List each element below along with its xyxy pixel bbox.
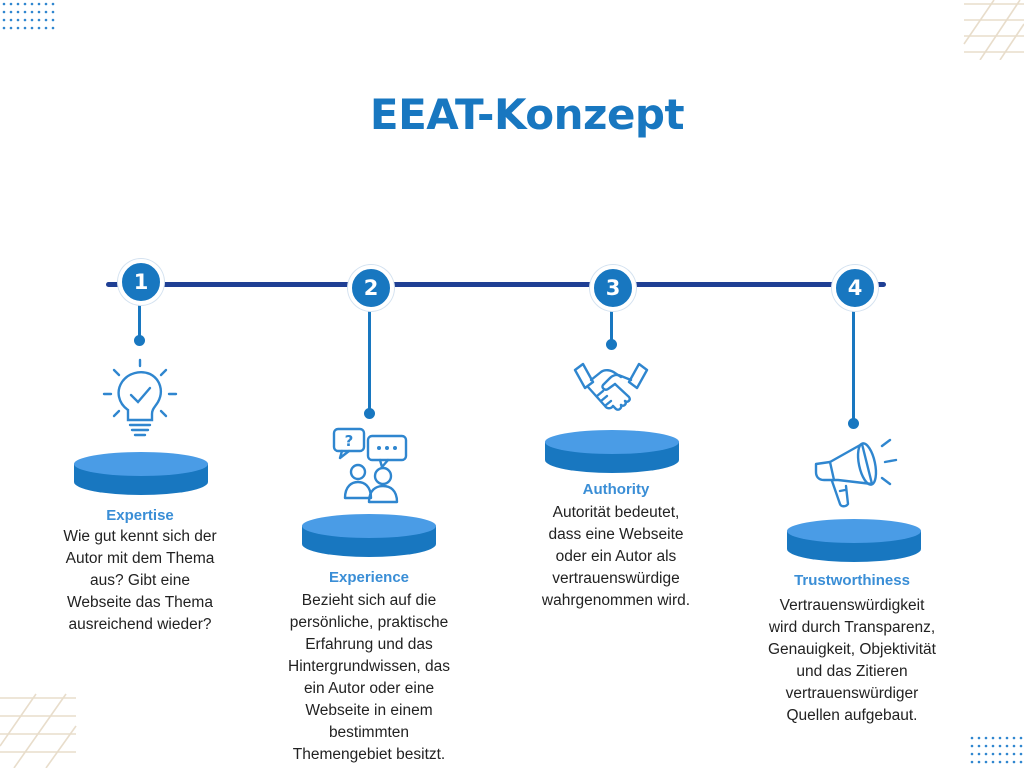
connector-line-4 (852, 300, 855, 422)
pedestal-1 (72, 450, 210, 498)
step-number-3: 3 (590, 265, 636, 311)
corner-lines-top-right (960, 0, 1024, 60)
step-label-experience: Experience (328, 569, 410, 586)
step-label-trustworthiness: Trustworthiness (794, 572, 910, 589)
step-description-2: Bezieht sich auf die persönliche, praktische Erfahrung und das Hintergrundwissen, das ein Autor oder eine Webseite in einem bestimmten Themengebiet besitzt. (288, 592, 450, 763)
connector-dot-4 (848, 418, 859, 429)
step-label-expertise: Expertise (106, 507, 174, 524)
step-description-4: Vertrauenswürdigkeit wird durch Transparenz, Genauigkeit, Objektivität und das Zitieren vertrauenswürdiger Quellen aufgebaut. (767, 597, 936, 724)
step-description-1: Wie gut kennt sich der Autor mit dem Thema aus? Gibt eine Webseite das Thema ausreichend wieder? (63, 528, 217, 633)
corner-dots-bottom-right (960, 730, 1024, 768)
corner-lines-bottom-left (0, 690, 80, 768)
step-description-3: Autorität bedeutet, dass eine Webseite oder ein Autor als vertrauenswürdige wahrgenommen wird. (541, 504, 691, 609)
connector-dot-3 (606, 339, 617, 350)
step-number-4: 4 (832, 265, 878, 311)
timeline-line (106, 282, 886, 287)
people-chat-icon (330, 426, 412, 508)
step-number-1: 1 (118, 259, 164, 305)
connector-line-2 (368, 300, 371, 412)
pedestal-2 (300, 512, 438, 560)
handshake-icon (573, 360, 649, 418)
step-label-authority: Authority (582, 481, 650, 498)
page-title: EEAT-Konzept (369, 90, 685, 139)
connector-dot-2 (364, 408, 375, 419)
corner-dots-top-left (0, 0, 60, 36)
connector-line-1 (138, 300, 141, 340)
pedestal-4 (785, 517, 923, 565)
connector-dot-1 (134, 335, 145, 346)
pedestal-3 (543, 428, 681, 476)
svg-text:?: ? (344, 432, 354, 450)
step-number-2: 2 (348, 265, 394, 311)
lightbulb-check-icon (100, 358, 180, 444)
megaphone-icon (810, 436, 902, 514)
